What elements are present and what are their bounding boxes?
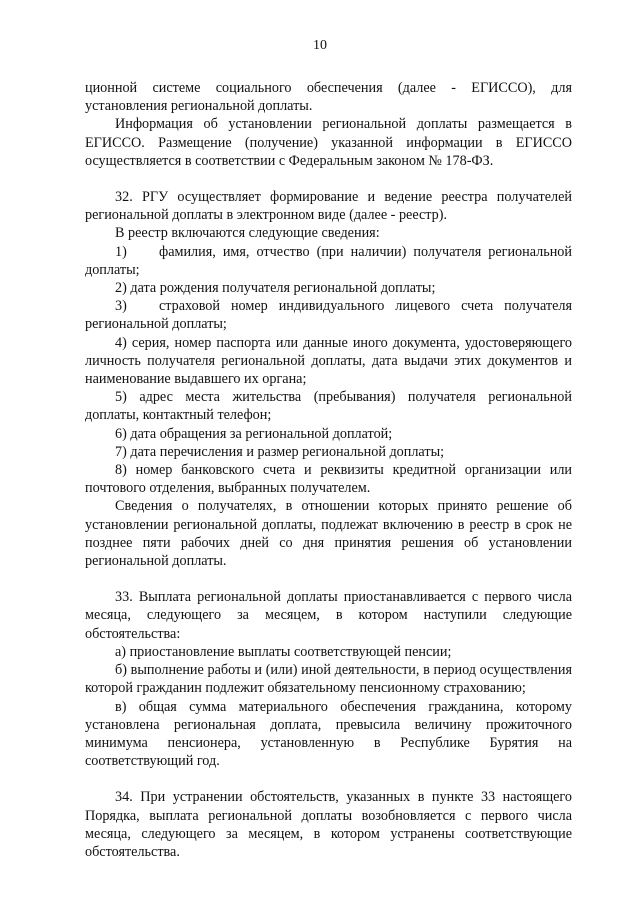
- paragraph-gap: [85, 170, 572, 188]
- section-33-item-a: а) приостановление выплаты соответствующей пенсии;: [115, 643, 452, 660]
- section-32-item-1: [85, 243, 572, 279]
- list-item-number: 3): [115, 298, 127, 315]
- section-32-item-2: 2) дата рождения получателя региональной доплаты;: [115, 280, 436, 297]
- list-item-number: 1): [115, 243, 127, 260]
- section-32-item-7: 7) дата перечисления и размер региональной доплаты;: [115, 443, 445, 460]
- section-32-item-5: 5) адрес места жительства (пребывания) получателя региональной доплаты, контактный телефон;: [85, 389, 572, 424]
- paragraph-continuation: ционной системе социального обеспечения (далее - ЕГИССО), для установления региональной доплаты.: [85, 80, 572, 115]
- page-number: 10: [313, 38, 327, 53]
- section-33-item-b: б) выполнение работы и (или) иной деятельности, в период осуществления которой гражданин подлежит обязательному пенсионному страхованию;: [85, 662, 572, 697]
- paragraph-gap: [85, 570, 572, 588]
- document-body: [85, 79, 572, 861]
- section-32-final: Сведения о получателях, в отношении которых принято решение об установлении региональной доплаты, подлежат включению в реестр в срок не позднее пяти рабочих дней со дня принятия решения об установлении региональной доплаты.: [85, 498, 572, 570]
- paragraph-egisso-info: Информация об установлении региональной доплаты размещается в ЕГИССО. Размещение (получение) указанной информации в ЕГИССО осуществляется в соответствии с Федеральным законом № 178-ФЗ.: [85, 116, 572, 169]
- section-33-item-c: в) общая сумма материального обеспечения гражданина, которому установлена региональная доплата, превысила величину прожиточного минимума пенсионера, установленную в Республике Бурятия на соответствующий год.: [85, 698, 572, 770]
- paragraph-gap: [85, 770, 572, 788]
- list-item-text: страховой номер индивидуального лицевого счета получателя региональной доплаты;: [85, 298, 572, 333]
- section-32-item-6: 6) дата обращения за региональной доплатой;: [115, 425, 393, 442]
- list-item-text: фамилия, имя, отчество (при наличии) получателя региональной доплаты;: [85, 243, 572, 278]
- section-32-item-8: 8) номер банковского счета и реквизиты кредитной организации или почтового отделения, выбранных получателем.: [85, 462, 572, 497]
- section-32-item-4: 4) серия, номер паспорта или данные иного документа, удостоверяющего личность получателя региональной доплаты, дата выдачи этих документов и наименование выдавшего их органа;: [85, 334, 572, 388]
- section-32-list-intro: В реестр включаются следующие сведения:: [115, 225, 380, 242]
- section-32-intro: 32. РГУ осуществляет формирование и ведение реестра получателей региональной доплаты в электронном виде (далее - реестр).: [85, 189, 572, 224]
- section-33-intro: 33. Выплата региональной доплаты приостанавливается с первого числа месяца, следующего за месяцем, в котором наступили следующие обстоятельства:: [85, 589, 572, 642]
- section-32-item-3: [85, 297, 572, 333]
- section-34: 34. При устранении обстоятельств, указанных в пункте 33 настоящего Порядка, выплата региональной доплаты возобновляется с первого числа месяца, следующего за месяцем, в котором устранены соответствующие обстоятельства.: [85, 789, 572, 860]
